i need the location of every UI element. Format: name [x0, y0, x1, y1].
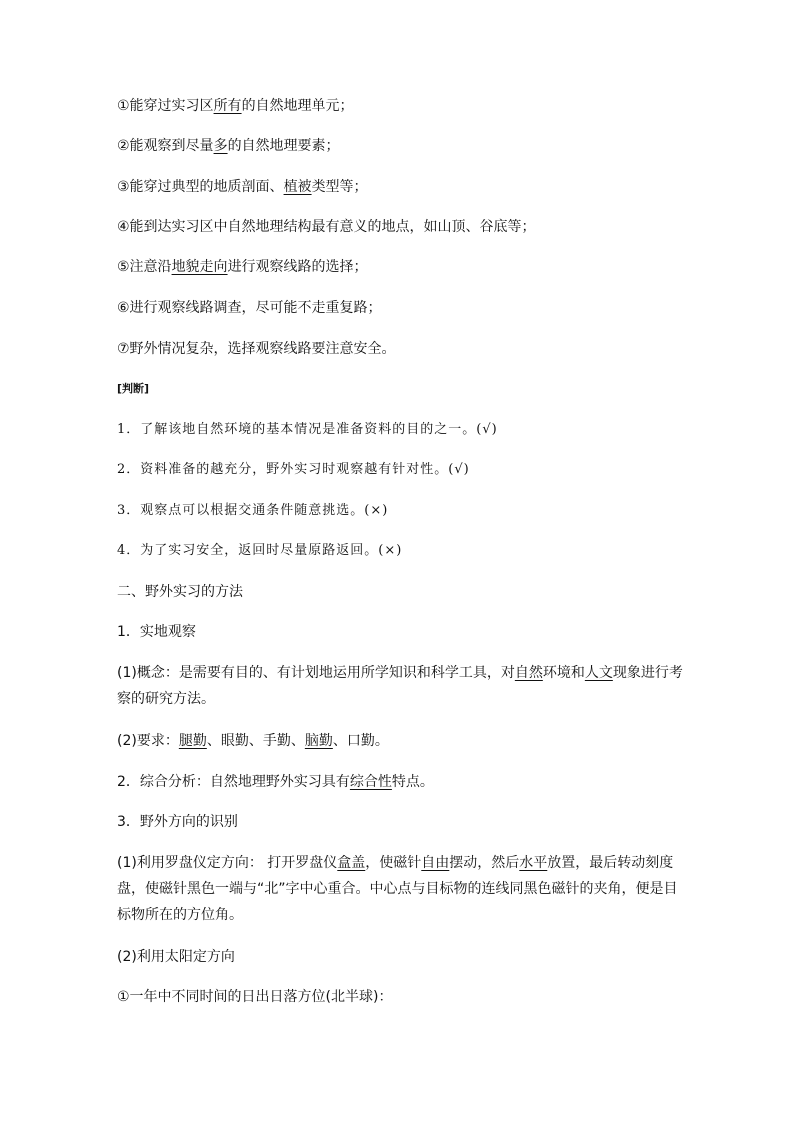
underlined-term: 自然 — [514, 665, 543, 681]
underlined-term: 水平 — [519, 855, 548, 871]
principle-1 — [117, 96, 687, 116]
text-segment: (1)概念：是需要有目的、有计划地运用所学知识和科学工具，对 — [117, 665, 515, 681]
text-segment: 进行观察线路的选择； — [227, 259, 368, 275]
method-3-sun: (2)利用太阳定方向 — [117, 949, 235, 965]
method-3-compass — [117, 850, 687, 928]
judge-item-2: 2．资料准备的越充分，野外实习时观察越有针对性。(√) — [117, 462, 470, 477]
text-segment: 类型等； — [311, 179, 368, 195]
principle-2 — [117, 136, 687, 156]
text-segment: 、眼勤、手勤、 — [206, 733, 305, 749]
method-1-concept — [117, 660, 687, 712]
method-2 — [117, 772, 687, 792]
judge-item-1: 1．了解该地自然环境的基本情况是准备资料的目的之一。(√) — [117, 422, 498, 437]
text-segment: 的自然地理要素； — [227, 138, 340, 154]
method-3-sunrise: ①一年中不同时间的日出日落方位(北半球)： — [117, 989, 393, 1005]
principle-6 — [117, 298, 687, 318]
principle-4 — [117, 217, 687, 237]
text-segment: 放置，最后转动刻度盘，使磁针黑色一端与“北”字中心重合。中心点与目标物的连线同黑色磁针的夹角，便是目标物所在的方位角。 — [117, 855, 678, 923]
underlined-term: 所有 — [213, 98, 242, 114]
method-1-title: 1．实地观察 — [117, 624, 196, 640]
text-segment: 2．综合分析：自然地理野外实习具有 — [117, 774, 350, 790]
underlined-term: 自由 — [421, 855, 450, 871]
text-segment: (1)利用罗盘仪定方向： 打开罗盘仪 — [117, 855, 338, 871]
text-segment: 现象进行考察的研究方法。 — [117, 665, 683, 707]
text-segment: ⑤注意沿 — [117, 259, 172, 275]
section-title: 二、野外实习的方法 — [117, 584, 243, 600]
underlined-term: 腿勤 — [178, 733, 207, 749]
judge-heading: [判断] — [117, 382, 150, 395]
underlined-term: 地貌走向 — [171, 259, 228, 275]
underlined-term: 脑勤 — [304, 733, 333, 749]
text-segment: ③能穿过典型的地质剖面、 — [117, 179, 284, 195]
text-segment: ②能观察到尽量 — [117, 138, 214, 154]
text-segment: ⑦野外情况复杂，选择观察线路要注意安全。 — [117, 341, 396, 357]
principle-5 — [117, 257, 687, 277]
text-segment: 环境和 — [542, 665, 585, 681]
text-segment: 特点。 — [391, 774, 434, 790]
underlined-term: 盒盖 — [337, 855, 366, 871]
principle-7 — [117, 339, 687, 359]
judge-item-3: 3．观察点可以根据交通条件随意挑选。(×) — [117, 503, 389, 518]
text-segment: ①能穿过实习区 — [117, 98, 214, 114]
underlined-term: 人文 — [584, 665, 613, 681]
method-1-requirements — [117, 731, 687, 751]
underlined-term: 植被 — [283, 179, 312, 195]
text-segment: ，使磁针 — [365, 855, 422, 871]
underlined-term: 多 — [213, 138, 228, 154]
underlined-term: 综合性 — [349, 774, 392, 790]
method-3-title: 3．野外方向的识别 — [117, 814, 238, 830]
text-segment: 的自然地理单元； — [241, 98, 354, 114]
text-segment: 摆动，然后 — [449, 855, 520, 871]
text-segment: (2)要求： — [117, 733, 179, 749]
text-segment: ⑥进行观察线路调查，尽可能不走重复路； — [117, 300, 382, 316]
principle-3 — [117, 177, 687, 197]
text-segment: 、口勤。 — [332, 733, 389, 749]
judge-item-4: 4．为了实习安全，返回时尽量原路返回。(×) — [117, 543, 403, 558]
text-segment: ④能到达实习区中自然地理结构最有意义的地点，如山顶、谷底等； — [117, 219, 536, 235]
